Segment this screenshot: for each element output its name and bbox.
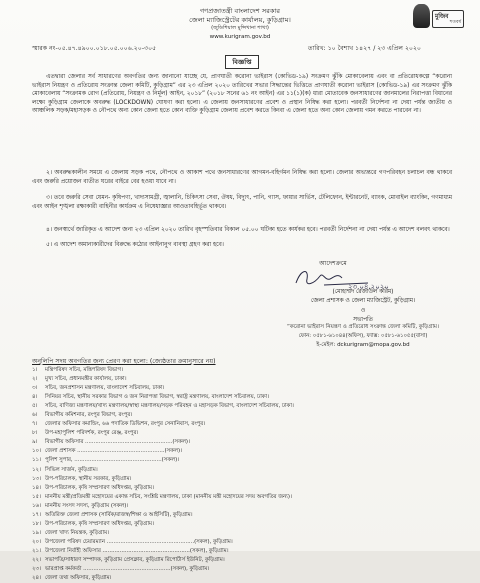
recipient-number: ৫। — [32, 403, 38, 410]
recipient-item — [32, 411, 458, 420]
recipient-text: উপজেলা নির্বাহী অফিসার ...................................................(সকল), কুড়িগ্রাম। — [45, 547, 229, 554]
recipient-number: ২১। — [32, 547, 41, 554]
recipient-item — [32, 384, 458, 393]
recipient-number: ৬। — [32, 412, 38, 419]
recipient-text: উপজেলা পরিষদ চেয়ারম্যান ...................................................(সকল), কুড়িগ্রাম। — [45, 538, 233, 545]
signature-date: ২৩.০৪.২০২০ — [348, 283, 389, 291]
recipient-number: ১৫। — [32, 493, 41, 500]
recipient-number: ৮। — [32, 430, 38, 437]
recipient-item — [32, 402, 458, 411]
recipient-item — [32, 438, 458, 447]
recipient-item — [32, 565, 458, 574]
recipient-number: ১। — [32, 367, 38, 373]
recipient-item — [32, 366, 458, 375]
recipient-text: মাননীয় সংসদ সদস্য, কুড়িগ্রাম (সকল)। — [45, 502, 129, 509]
recipient-text: সচিব, বাণিজ্য মন্ত্রণালয়/খাদ্য মন্ত্রণালয়/স্বাস্থ্য মন্ত্রণালয়/সড়ক পরিবহন ও মহাসড়ক বিভাগ, বাংলাদেশ সচিবালয়, ঢাকা। — [45, 403, 294, 410]
recipient-number: ৭। — [32, 421, 38, 428]
recipient-number: ১০। — [32, 448, 41, 455]
recipient-item — [32, 538, 458, 547]
recipient-text: বিভাগীয় কমিশনার, রংপুর বিভাগ, রংপুর। — [45, 412, 133, 419]
recipient-text: মাননীয় মন্ত্রী/প্রতিমন্ত্রী মহোদয়ের একান্ত সচিব, সংশ্লিষ্ট মন্ত্রণালয়, ঢাকা (মাননীয় মন্ত্রী মহোদয়ের সদয় অবগতির জন্য)। — [45, 493, 292, 500]
recipient-text: উপ-মহাপুলিশ পরিদর্শক, রংপুর রেঞ্জ, রংপুর। — [45, 430, 139, 437]
recipient-text: সভাপতি/সাধারণ সম্পাদক, কুড়িগ্রাম প্রেসক্লাব, কুড়িগ্রাম রিপোর্টার্স ইউনিট, কুড়িগ্রাম। — [45, 556, 225, 563]
recipient-number: ১৩। — [32, 475, 41, 482]
header-website: www.kurigram.gov.bd — [209, 34, 271, 40]
recipient-item — [32, 574, 458, 583]
recipient-item — [32, 556, 458, 565]
header-branch: (জুডিশিয়াল মুন্সিখানা শাখা) — [211, 25, 269, 31]
recipients-heading: অনুলিপি সদয় অবগতির জন্য প্রেরণ করা হলো: (জ্যেষ্ঠতার ক্রমানুসারে নয়) — [32, 358, 216, 365]
recipient-item — [32, 529, 458, 538]
memo-number: স্মারক নং-০৫.৪৭.৪৯০০.০১৮.০৫.০০৬.২০-৩০৫ — [32, 45, 157, 52]
paragraph-2: ২। অবরুদ্ধকালীন সময়ে এ জেলায় সড়ক পথে, নৌপথে ও আকাশ পথে জনসাধারণের আগমন-বহির্গমন নিষিদ্ধ করা হলো। জেলার অভ্যন্তরে গণপরিবহন চলাচল বন্ধ থাকবে এবং জরুরি প্রয়োজন ব্যতীত ঘরের বাইরে বের হওয়া যাবে না। — [32, 170, 452, 185]
recipient-text: জেলা প্রশাসক ...................................................(সকল)। — [45, 448, 182, 455]
recipient-item — [32, 375, 458, 384]
recipient-text: সিনিয়র সচিব, স্থানীয় সরকার বিভাগ ও জন নিরাপত্তা বিভাগ, স্বরাষ্ট্র মন্ত্রণালয়, বাংলাদেশ সচিবালয়, ঢাকা। — [45, 394, 270, 401]
signatory-title: জেলা প্রশাসক ও জেলা ম্যাজিস্ট্রেট, কুড়িগ্রাম। — [310, 298, 416, 304]
recipient-text: সচিব, জনপ্রশাসন মন্ত্রণালয়, বাংলাদেশ সচিবালয়, ঢাকা। — [45, 385, 165, 392]
recipient-number: ২২। — [32, 556, 41, 563]
contact-email: ই-মেইল: dckurigram@mopa.gov.bd — [316, 342, 410, 348]
contact-phone: ফোন: ০৫৮১-৬১০৪৪(অফিস), ফ্যাক্স: ০৫৮১-৬১০৫৫(বাসা) — [298, 333, 428, 339]
recipient-number: ৯। — [32, 439, 38, 446]
recipient-text: উপ-পরিচালক, কৃষি সম্প্রসারণ অধিদপ্তর, কুড়িগ্রাম। — [45, 520, 154, 527]
recipient-item — [32, 429, 458, 438]
recipient-text: ভারপ্রাপ্ত কর্মকর্তা ...................................................(সকল), কুড়িগ্রাম। — [45, 566, 210, 573]
recipient-item — [32, 547, 458, 556]
header-office: জেলা ম্যাজিস্ট্রেটের কার্যালয়, কুড়িগ্রাম। — [189, 16, 291, 24]
recipient-number: ১৪। — [32, 484, 41, 491]
recipient-text: অতিরিক্ত জেলা প্রশাসক (সার্বিক/রাজস্ব/শিক্ষা ও আইসিটি), কুড়িগ্রাম। — [45, 511, 193, 518]
paragraph-5: ৫। এ আদেশ অমান্যকারীদের বিরুদ্ধে কঠোর আইনানুগ ব্যবস্থা গ্রহণ করা হবে। — [46, 242, 224, 248]
committee-name: “করোনা ভাইরাস নিয়ন্ত্রণ ও প্রতিরোধ সংক্রান্ত জেলা কমিটি, কুড়িগ্রাম। — [287, 324, 439, 330]
recipient-number: ২০। — [32, 538, 41, 545]
badge-year: শতবর্ষ — [449, 20, 461, 25]
signature-greeting: আদেশক্রমে — [319, 260, 347, 267]
recipient-number: ১৯। — [32, 529, 41, 536]
recipient-text: উপ-পরিচালক, স্থানীয় সরকার, কুড়িগ্রাম। — [45, 475, 132, 482]
recipient-item — [32, 447, 458, 456]
recipient-number: ১১। — [32, 457, 41, 464]
recipients-list — [32, 366, 458, 583]
recipient-text: জেলা খাদ্য নিয়ন্ত্রক, কুড়িগ্রাম। — [45, 529, 110, 536]
recipient-text: মুখ্য সচিব, প্রধানমন্ত্রীর কার্যালয়, ঢাকা। — [45, 376, 127, 383]
recipient-item — [32, 393, 458, 402]
recipient-text: বিভাগীয় অফিসার ...................................................(সকল)। — [45, 439, 190, 446]
signatory-name: (মোহাম্মদ রেজাউল করিম) — [332, 289, 394, 295]
paragraph-3: ৩। তবে জরুরি সেবা যেমন- কৃষিপণ্য, খাদ্যসামগ্রী, জ্বালানি, চিকিৎসা সেবা, ঔষধ, বিদ্যুৎ, পানি, গ্যাস, ফায়ার সার্ভিস, টেলিফোন, ইন্টারনেট, ব্যাংক, মোবাইল ব্যাংকিং, গণমাধ্যম এবং আইন শৃঙ্খলা রক্ষাকারী বাহিনীর কার্যক্রম এ নিষেধাজ্ঞার আওতাবহির্ভূত থাকবে। — [32, 195, 452, 210]
recipient-text: জেলা তথ্য অফিসার, কুড়িগ্রাম। — [45, 575, 112, 582]
recipient-text: জেলার অফিসার কমান্ডিং, ৬৬ পদাতিক ডিভিশন, রংপুর সেনানিবাস, রংপুর। — [45, 421, 206, 428]
recipient-number: ৩। — [32, 385, 38, 392]
recipient-number: ২। — [32, 376, 38, 383]
recipient-text: উপ-পরিচালক, কৃষি সম্প্রসারণ অধিদপ্তর, কুড়িগ্রাম। — [45, 484, 154, 491]
paragraph-4: ৪। জনস্বার্থে জারিকৃত এ আদেশ জনা ২৩ এপ্রিল ২০২০ তারিখ বৃহস্পতিবার বিকাল ০৫.০০ ঘটিকা হতে কার্যকর হবে। পরবর্তী নির্দেশনা না দেয়া পর্যন্ত এ আদেশ বলবৎ থাকবে। — [46, 227, 450, 233]
recipient-number: ২৩। — [32, 566, 41, 573]
recipient-number: ২৪। — [32, 575, 41, 582]
recipient-item — [32, 484, 458, 493]
recipient-number: ৪। — [32, 394, 38, 401]
recipient-number: ১৬। — [32, 502, 41, 509]
recipient-text: সিভিল সার্জন, কুড়িগ্রাম। — [45, 466, 98, 473]
badge-text: মুজিব — [435, 14, 449, 20]
signature-and: ও — [360, 308, 366, 314]
recipient-item — [32, 493, 458, 502]
recipient-text: মন্ত্রিপরিষদ সচিব, মন্ত্রিপরিষদ বিভাগ। — [45, 367, 123, 373]
recipient-number: ১৮। — [32, 520, 41, 527]
recipient-item — [32, 420, 458, 429]
paragraph-1: এতদ্বারা জেলার সর্ব সাধারণের অবগতির জন্য জানানো যাচ্ছে যে, প্রাণঘাতী করোনা ভাইরাস (কোভিড-১৯) সংক্রমণ ঝুঁকি মোকাবেলায় এবং বা প্রতিরোধকল্পে “করোনা ভাইরাস নিয়ন্ত্রণ ও প্রতিরোধ সংক্রান্ত জেলা কমিটি, কুড়িগ্রাম” এর ২৩ এপ্রিল ২০২০ তারিখের সভার সিদ্ধান্তের ভিত্তিতে প্রাণঘাতী করোনা ভাইরাস (কোভিড-১৯) এর সংক্রমণ ঝুঁকি মোকাবেলায় “সংক্রামক রোগ (প্রতিরোধ, নিয়ন্ত্রণ ও নির্মূল) আইন, ২০১৮” (২০১৮ সনের ৬১ নং আইন) এর ১১(১)(ক) ধারা মোতাবেক জনসাধারণের জানমালের নিরাপত্তা বিধানের লক্ষ্যে কুড়িগ্রাম জেলাকে অবরুদ্ধ (LOCKDOWN) ঘোষণা করা হলো। এ জেলায় জনসাধারণের প্রবেশ ও প্রস্থান নিষিদ্ধ করা হলো। পরবর্তী নির্দেশনা না দেয়া পর্যন্ত জাতীয় ও আঞ্চলিক সড়ক/মহাসড়ক ও নৌপথে অন্য কোন জেলা হতে কোন ব্যক্তি কুড়িগ্রাম জেলায় প্রবেশ করতে কিংবা এ জেলা হতে অন্য কোন জেলায় গমন করতে পারবেন না। — [32, 74, 452, 115]
recipient-text: পুলিশ সুপার, ...................................................(সকল)। — [45, 457, 180, 464]
memo-date: তারিখ: ১০ বৈশাখ ১৪২৭ / ২৩ এপ্রিল ২০২০ — [308, 45, 422, 52]
recipient-number: ১২। — [32, 466, 41, 473]
recipient-item — [32, 456, 458, 465]
recipient-item — [32, 466, 458, 475]
recipient-item — [32, 511, 458, 520]
recipient-item — [32, 502, 458, 511]
recipient-number: ১৭। — [32, 511, 41, 518]
recipient-item — [32, 475, 458, 484]
header-government: গণপ্রজাতন্ত্রী বাংলাদেশ সরকার — [199, 7, 281, 15]
notice-title: বিজ্ঞপ্তি — [225, 55, 259, 69]
recipient-item — [32, 520, 458, 529]
signatory-role: সভাপতি — [353, 317, 373, 323]
